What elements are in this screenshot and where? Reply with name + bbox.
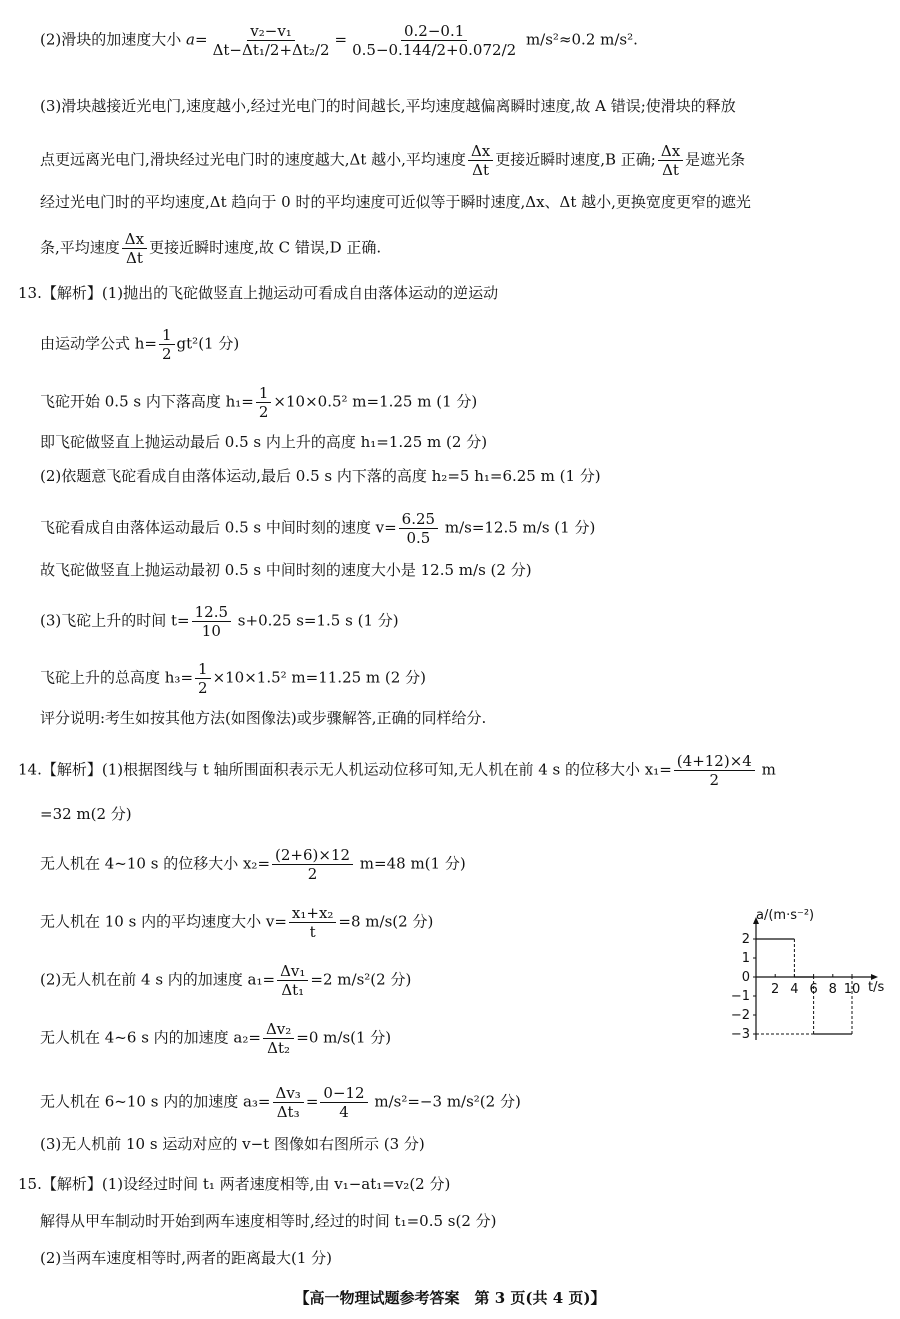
text: 点更远离光电门,滑块经过光电门时的速度越大,Δt 越小,平均速度 [40,150,466,169]
p13-line-2 [40,384,477,421]
denominator: Δt [662,161,679,179]
fraction [256,384,272,421]
text: 由运动学公式 h= [40,334,157,353]
y-tick-label: −2 [730,1008,750,1023]
p14-heading [18,752,776,789]
p12-line-3b [40,142,745,179]
numerator: v₂−v₁ [247,22,295,41]
p14-line-5 [40,1020,391,1057]
fraction [273,1084,304,1121]
text: 无人机在 4~10 s 的位移大小 x₂= [40,854,271,873]
p13-line-5 [40,510,595,547]
text: 是遮光条 [685,150,746,169]
fraction [122,230,147,267]
x-tick-label: 10 [843,982,861,997]
denominator: 2 [198,679,208,697]
numerator: 0.2−0.1 [401,22,467,41]
denominator: 10 [201,622,221,640]
x-tick-label: 8 [828,982,837,997]
y-tick-label: −3 [730,1027,750,1042]
y-axis-label: a/(m·s⁻²) [756,908,815,923]
p12-line-3d [40,230,381,267]
fraction [263,1020,294,1057]
text: gt²(1 分) [176,334,240,353]
p15-heading: 15.【解析】(1)设经过时间 t₁ 两者速度相等,由 v₁−at₁=v₂(2 分) [18,1175,451,1193]
fraction [320,1084,367,1121]
text: ≈0.2 m/s². [558,30,638,49]
denominator: Δt₃ [276,1103,300,1121]
fraction [349,22,519,59]
fraction [674,752,755,789]
text: (3)飞砣上升的时间 t= [40,611,190,630]
unit: m/s² [521,30,559,49]
p15-line-1: 解得从甲车制动时开始到两车速度相等时,经过的时间 t₁=0.5 s(2 分) [40,1212,497,1230]
text: 无人机在 10 s 内的平均速度大小 v= [40,912,287,931]
fraction [658,142,683,179]
text: s+0.25 s=1.5 s (1 分) [233,611,399,630]
numerator: 1 [256,384,272,403]
p12-line-3a: (3)滑块越接近光电门,速度越小,经过光电门的时间越长,平均速度越偏离瞬时速度,故 A 错误;使滑块的释放 [40,97,736,115]
numerator: Δv₁ [277,962,308,981]
text: ×10×1.5² m=11.25 m (2 分) [212,668,426,687]
text: 14.【解析】(1)根据图线与 t 轴所围面积表示无人机运动位移可知,无人机在前 4 s 的位移大小 x₁= [18,760,672,779]
fraction [210,22,333,59]
fraction [277,962,308,999]
denominator: 4 [339,1103,349,1121]
p13-line-9: 评分说明:考生如按其他方法(如图像法)或步骤解答,正确的同样给分. [40,709,487,727]
y-tick-label: 0 [741,970,750,985]
p13-line-7 [40,603,399,640]
fraction [399,510,438,547]
text: 条,平均速度 [40,238,120,257]
numerator: Δv₂ [263,1020,294,1039]
chart-ticks [731,932,860,1042]
p14-line-2 [40,846,466,883]
text: m/s²=−3 m/s²(2 分) [369,1092,521,1111]
denominator: 2 [307,865,318,883]
text: (2)无人机在前 4 s 内的加速度 a₁= [40,970,276,989]
fraction [159,326,175,363]
p14-line-6: 无人机在 6~10 s 内的加速度 a₃= $\frac{\text{Δv₃}}{\text{Δt₃}}$ = $\frac{0-12}{4}$ m/s²=−3 m/s²(2 分) [40,1084,521,1121]
text: m/s=12.5 m/s (1 分) [440,518,596,537]
text: =0 m/s(1 分) [296,1028,392,1047]
x-axis-label: t/s [868,980,885,995]
fraction [272,846,353,883]
numerator: 0−12 [320,1084,367,1103]
denominator: 0.5 [406,529,431,547]
p14-line-4 [40,962,411,999]
p12-line-3c: 经过光电门时的平均速度,Δt 趋向于 0 时的平均速度可近似等于瞬时速度,Δx、Δt 越小,更换宽度更窄的遮光 [40,193,751,211]
denominator: Δt−Δt₁/2+Δt₂/2 [212,41,330,59]
denominator: 2 [162,345,172,363]
fraction [289,904,337,941]
text: 飞砣看成自由落体运动最后 0.5 s 中间时刻的速度 v= [40,518,397,537]
text: 更接近瞬时速度,B 正确; [495,150,656,169]
denominator: Δt [125,249,143,267]
numerator: Δx [658,142,683,161]
numerator: x₁+x₂ [289,904,337,923]
text: m=48 m(1 分) [355,854,466,873]
p13-line-1 [40,326,239,363]
denominator: 2 [709,771,720,789]
p12-line-accel: (2)滑块的加速度大小 a= $\frac{\text{v₂−v₁}}{\text{Δt−Δt₁/2+Δt₂/2}}$ = $\frac{0.2-0.1}{0.5-0.144/2+0.072/2}$ m/s²≈0.2 m/s². [40,22,638,59]
x-tick-label: 6 [809,982,818,997]
numerator: (2+6)×12 [272,846,353,865]
denominator: Δt [472,161,490,179]
denominator: Δt₂ [267,1039,291,1057]
text: 飞砣开始 0.5 s 内下落高度 h₁= [40,392,254,411]
denominator: 0.5−0.144/2+0.072/2 [352,41,517,59]
text: (2)滑块的加速度大小 [40,30,187,49]
y-tick-label: −1 [730,989,750,1004]
p13-line-6: 故飞砣做竖直上抛运动最初 0.5 s 中间时刻的速度大小是 12.5 m/s (2 分) [40,561,532,579]
text: =8 m/s(2 分) [338,912,434,931]
chart-axes [753,917,878,1040]
fraction [468,142,493,179]
text: 无人机在 4~6 s 内的加速度 a₂= [40,1028,261,1047]
numerator: Δx [468,142,493,161]
x-tick-label: 4 [790,982,799,997]
text: m [756,760,776,779]
numerator: Δv₃ [273,1084,304,1103]
text: 无人机在 6~10 s 内的加速度 a₃= [40,1092,271,1111]
acceleration-time-chart [730,905,890,1055]
p14-line-7: (3)无人机前 10 s 运动对应的 v−t 图像如右图所示 (3 分) [40,1135,425,1153]
fraction [195,660,211,697]
text: 更接近瞬时速度,故 C 错误,D 正确. [149,238,382,257]
p15-line-2: (2)当两车速度相等时,两者的距离最大(1 分) [40,1249,333,1267]
y-tick-label: 2 [741,932,750,947]
denominator: 2 [258,403,269,421]
numerator: Δx [122,230,147,249]
y-tick-label: 1 [741,951,750,966]
p13-line-3: 即飞砣做竖直上抛运动最后 0.5 s 内上升的高度 h₁=1.25 m (2 分) [40,433,488,451]
denominator: Δt₁ [281,981,305,999]
denominator: t [309,923,316,941]
p14-line-3 [40,904,433,941]
numerator: 1 [159,326,175,345]
x-tick-label: 2 [771,982,780,997]
numerator: 6.25 [399,510,438,529]
numerator: 1 [195,660,211,679]
text: 飞砣上升的总高度 h₃= [40,668,194,687]
p14-line-1: =32 m(2 分) [40,805,132,823]
text: =2 m/s²(2 分) [310,970,412,989]
p13-line-4: (2)依题意飞砣看成自由落体运动,最后 0.5 s 内下落的高度 h₂=5 h₁=6.25 m (1 分) [40,467,601,485]
numerator: 12.5 [192,603,231,622]
p13-heading: 13.【解析】(1)抛出的飞砣做竖直上抛运动可看成自由落体运动的逆运动 [18,284,499,302]
fraction [192,603,231,640]
numerator: (4+12)×4 [674,752,755,771]
page-footer: 【高一物理试题参考答案 第 3 页(共 4 页)】 [294,1289,606,1307]
text: ×10×0.5² m=1.25 m (1 分) [273,392,478,411]
p13-line-8 [40,660,426,697]
